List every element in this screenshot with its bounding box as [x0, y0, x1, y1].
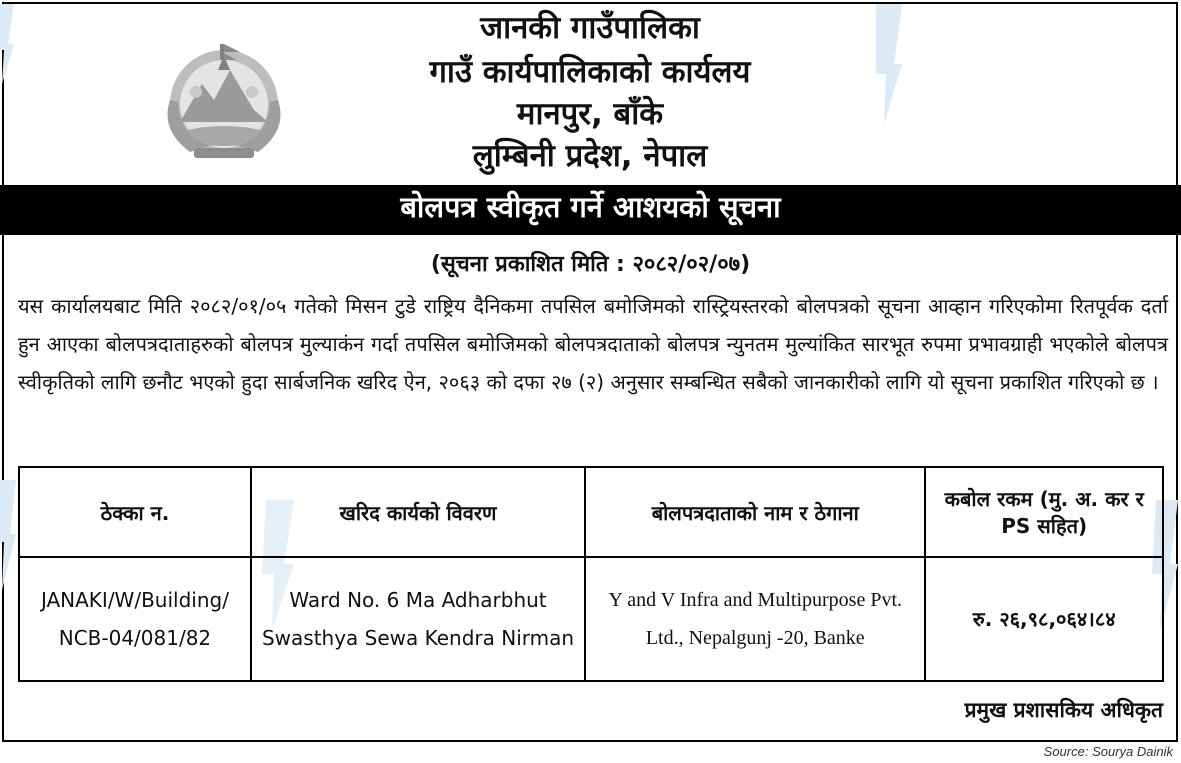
decorative-arrow-icon — [0, 4, 16, 84]
signatory: प्रमुख प्रशासकिय अधिकृत — [964, 698, 1163, 722]
header-amount: कबोल रकम (मु. अ. कर र PS सहित) — [925, 467, 1163, 557]
cell-contract-no: JANAKI/W/Building/ NCB-04/081/82 — [19, 557, 251, 681]
office-location: मानपुर, बाँके — [516, 96, 664, 132]
header-description: खरिद कार्यको विवरण — [251, 467, 585, 557]
header-contract-no: ठेक्का न. — [19, 467, 251, 557]
header-bidder: बोलपत्रदाताको नाम र ठेगाना — [585, 467, 925, 557]
notice-body: यस कार्यालयबाट मिति २०८२/०१/०५ गतेको मिसन टुडे राष्ट्रिय दैनिकमा तपसिल बमोजिमको रास्ट्रियस्तरको बोलपत्रको सूचना आव्हान गरिएकोमा रितपूर्वक दर्ता हुन आएका बोलपत्रदाताहरुको बोलपत्र मुल्याकंन गर्दा तपसिल बमोजिमको बोलपत्रदाताको बोलपत्र न्युनतम मुल्यांकित सारभूत रुपमा प्रभावग्राही भएकोले बोलपत्र स्वीकृतिको लागि छनौट भएको हुदा सार्बजनिक खरिद ऐन, २०६३ को दफा २७ (२) अनुसार सम्बन्धित सबैको जानकारीको लागि यो सूचना प्रकाशित गरिएको छ । — [18, 294, 1168, 394]
cell-description: Ward No. 6 Ma Adharbhut Swasthya Sewa Kendra Nirman — [251, 557, 585, 681]
source-credit: Source: Sourya Dainik — [1043, 744, 1173, 759]
cell-amount: रु. २६,९८,०६४।८४ — [925, 557, 1163, 681]
notice-title: बोलपत्र स्वीकृत गर्ने आशयको सूचना — [400, 190, 781, 224]
office-province: लुम्बिनी प्रदेश, नेपाल — [472, 138, 708, 174]
table-header-row — [19, 467, 1163, 557]
published-date: (सूचना प्रकाशित मिति : २०८२/०२/०७) — [430, 252, 751, 277]
decorative-arrow-icon — [0, 480, 18, 590]
cell-bidder: Y and V Infra and Multipurpose Pvt. Ltd., Nepalgunj -20, Banke — [585, 557, 925, 681]
bid-table — [18, 466, 1164, 682]
table-row — [19, 557, 1163, 681]
office-name: गाउँ कार्यपालिकाको कार्यलय — [429, 54, 751, 90]
municipality-name: जानकी गाउँपालिका — [480, 10, 700, 46]
